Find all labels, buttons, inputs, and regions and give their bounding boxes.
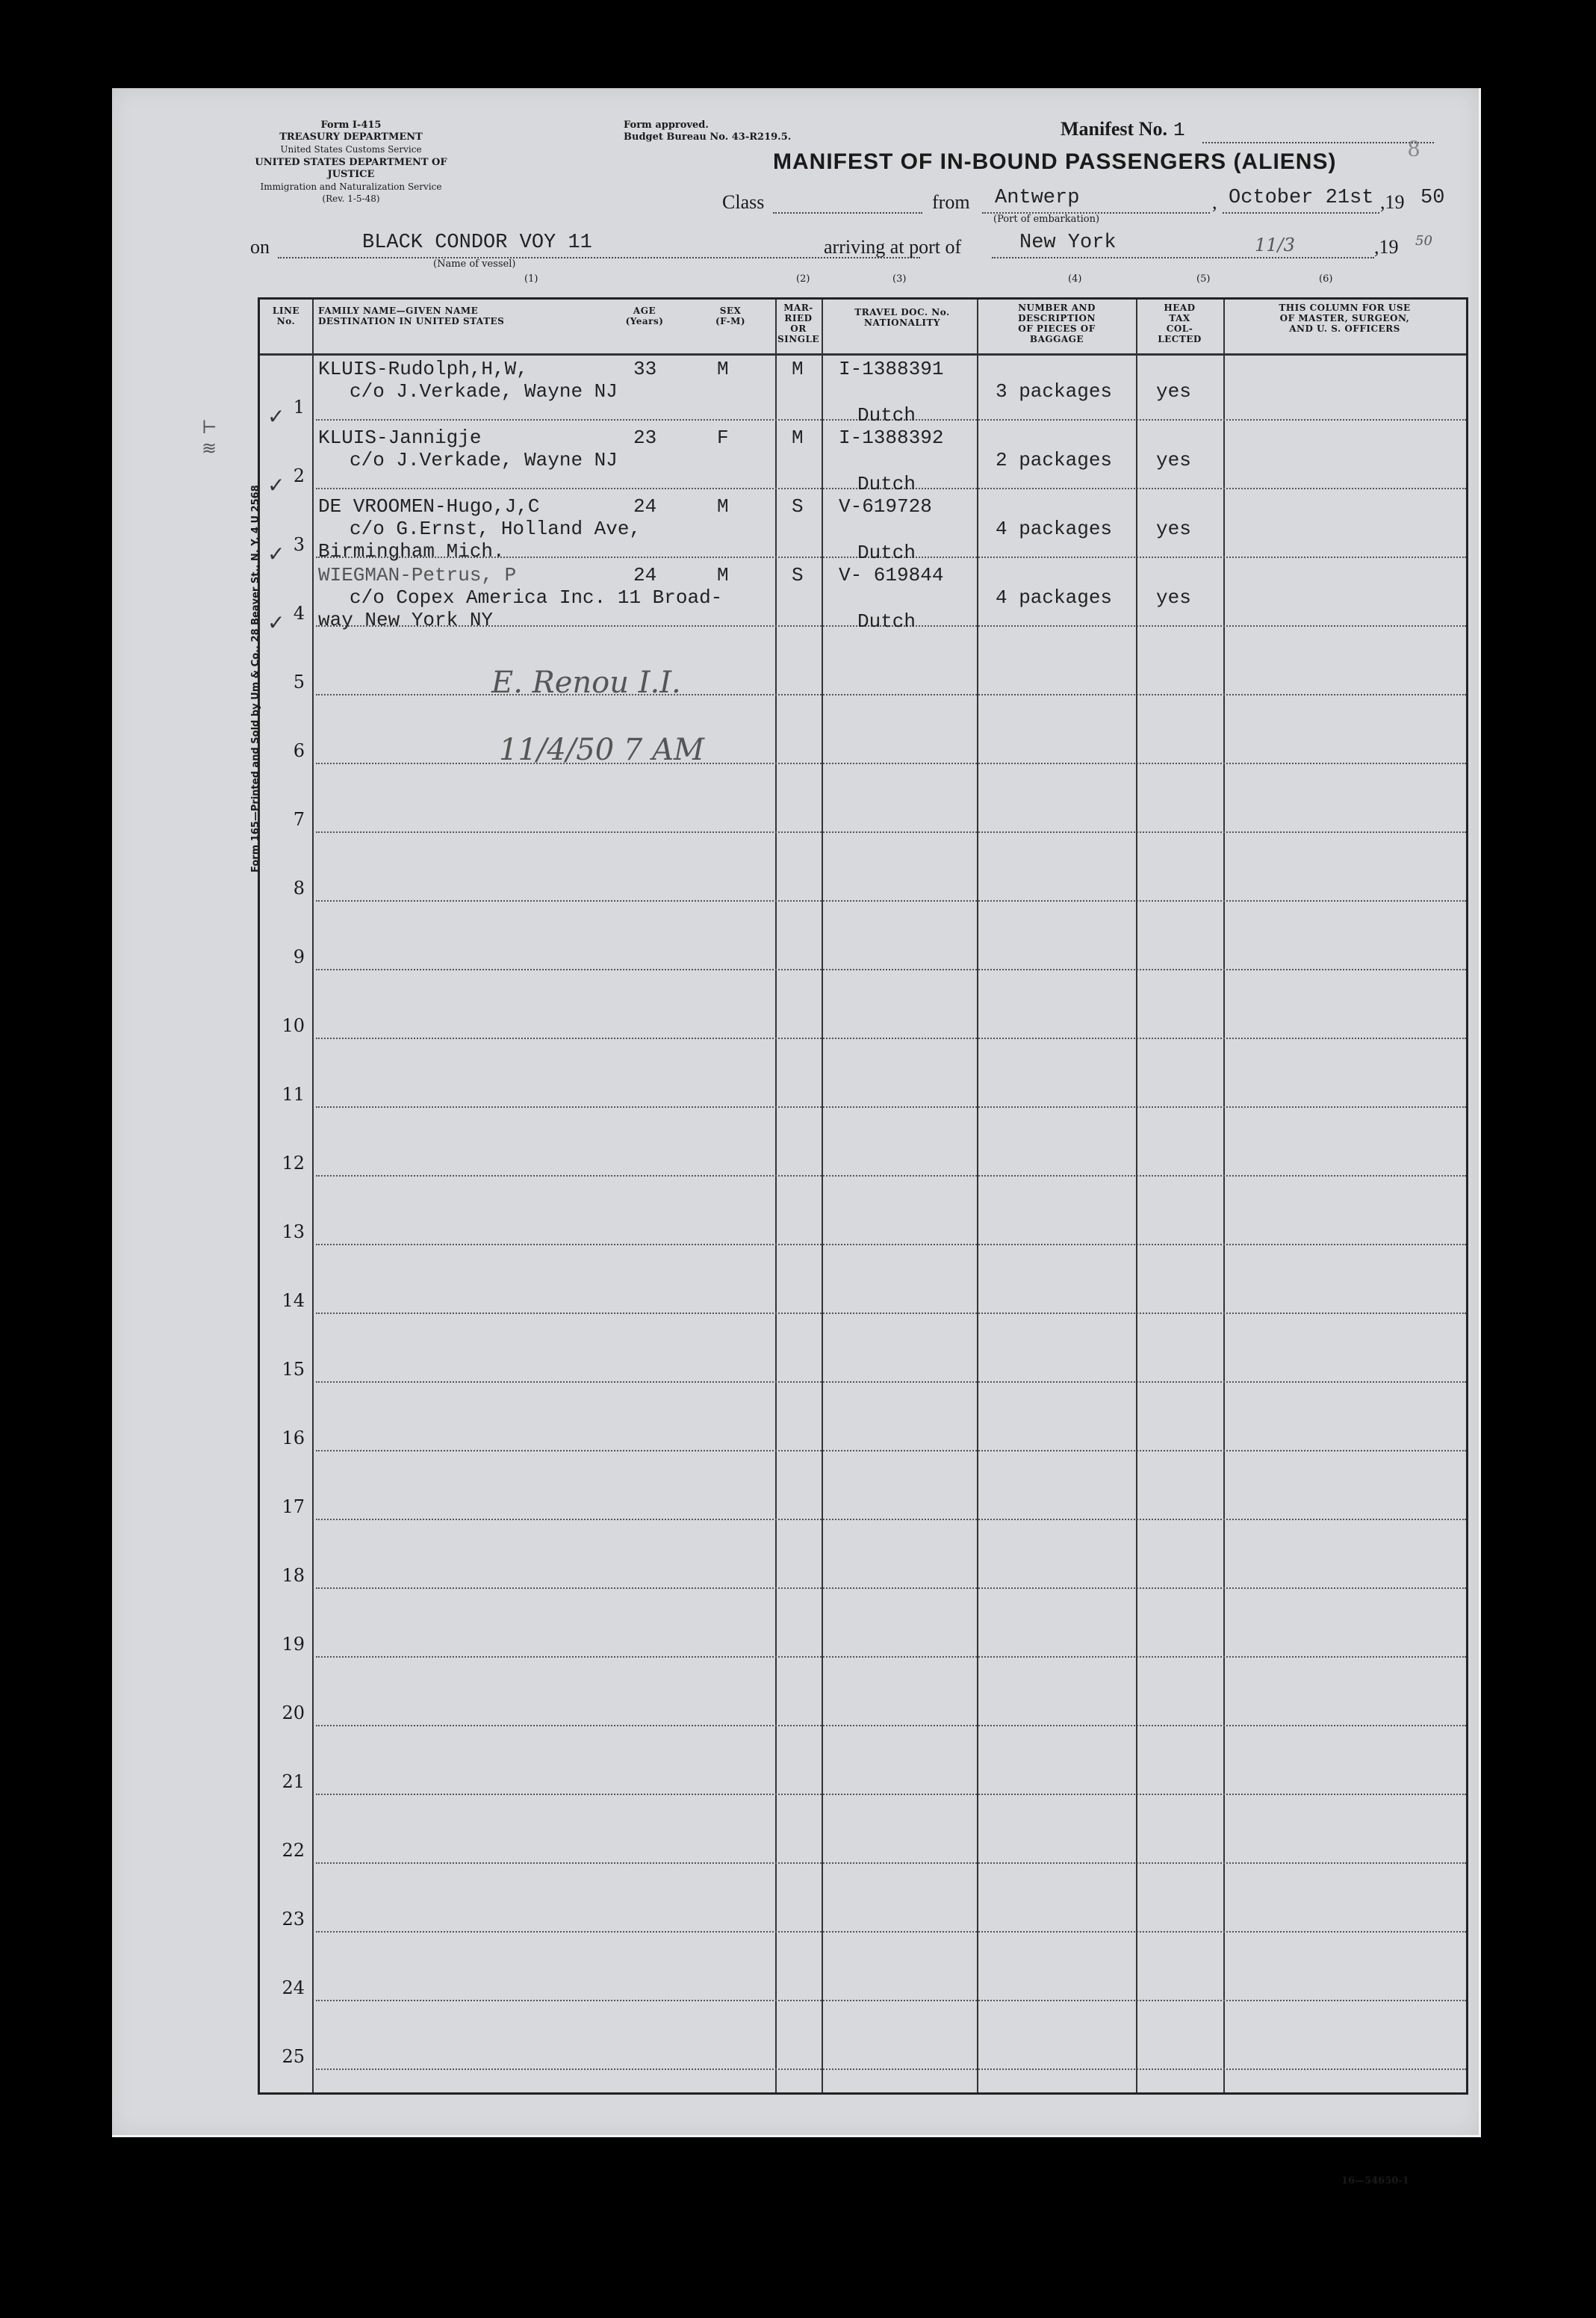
passenger-headtax: yes (1156, 518, 1191, 540)
passenger-age: 24 (633, 495, 657, 518)
approval-block (624, 120, 848, 143)
line-number: 16 (282, 1428, 305, 1448)
row-rule (316, 2068, 1466, 2070)
passenger-doc: I-1388392 (839, 427, 944, 449)
line-number: 20 (282, 1702, 305, 1723)
comma: , (1212, 191, 1217, 213)
col-num-6: (6) (1319, 273, 1333, 285)
passenger-sex: M (717, 358, 729, 380)
form-approved: Form approved. (624, 120, 709, 131)
line-number: 10 (282, 1015, 305, 1036)
line-number: 19 (282, 1634, 305, 1655)
row-rule (316, 1587, 1466, 1589)
from-value: Antwerp (995, 187, 1080, 209)
line-number: 14 (282, 1290, 305, 1311)
row-rule (316, 1519, 1466, 1520)
class-dotline (773, 212, 922, 214)
row-rule (316, 1794, 1466, 1795)
passenger-destination: c/o Copex America Inc. 11 Broad- (350, 586, 723, 609)
on-label: on (250, 236, 270, 258)
line-number: 25 (282, 2046, 305, 2067)
year-label: ,19 (1380, 191, 1405, 213)
line-number: 8 (293, 878, 305, 899)
line-number: 24 (282, 1977, 305, 1998)
col-head-married: MAR- RIED OR SINGLE (777, 303, 820, 344)
year-prefix-2: 19 (1379, 236, 1399, 258)
check-mark-icon: ✓ (267, 610, 285, 635)
passenger-nationality: Dutch (857, 610, 916, 633)
passenger-age: 24 (633, 564, 657, 586)
footer-code: 16—54650-1 (1341, 2175, 1409, 2187)
passenger-name: DE VROOMEN-Hugo,J,C (318, 495, 540, 518)
corner-number: 8 (1408, 134, 1420, 161)
line-number: 3 (293, 534, 305, 555)
row-rule (316, 1244, 1466, 1245)
col-num-5: (5) (1196, 273, 1211, 285)
row-rule (316, 763, 1466, 764)
header-divider (260, 353, 1466, 356)
passenger-doc: V-619728 (839, 495, 932, 518)
line-number: 18 (282, 1565, 305, 1586)
passenger-destination-2: way New York NY (318, 609, 494, 631)
col-divider (775, 300, 777, 2092)
col-head-line: LINE No. (272, 306, 300, 326)
arrival-date: 11/3 (1255, 235, 1295, 255)
passenger-sex: F (717, 427, 729, 449)
passenger-name: KLUIS-Rudolph,H,W, (318, 358, 528, 380)
row-rule (316, 1106, 1466, 1108)
check-mark-icon: ✓ (267, 404, 285, 429)
row-rule (316, 1313, 1466, 1314)
passenger-doc: I-1388391 (839, 358, 944, 380)
col-divider (822, 300, 823, 2092)
row-rule (316, 1656, 1466, 1658)
passenger-table (258, 297, 1468, 2095)
line-number: 23 (282, 1909, 305, 1930)
passenger-destination: c/o J.Verkade, Wayne NJ (350, 449, 618, 471)
passenger-marital: S (792, 495, 804, 518)
check-mark-icon: ✓ (267, 542, 285, 566)
manifest-value: 1 (1173, 119, 1185, 141)
col-num-4: (4) (1068, 273, 1082, 285)
line-number: 1 (293, 397, 305, 418)
line-number: 13 (282, 1221, 305, 1242)
year-prefix: 19 (1385, 191, 1405, 213)
col-head-officers: THIS COLUMN FOR USE OF MASTER, SURGEON, AND U. S. OFFICERS (1279, 303, 1411, 334)
col-num-2: (2) (796, 273, 810, 285)
check-mark-icon: ✓ (267, 473, 285, 498)
vessel-name: BLACK CONDOR VOY 11 (362, 232, 592, 254)
page-title: MANIFEST OF IN-BOUND PASSENGERS (ALIENS) (773, 149, 1337, 174)
port-caption: (Port of embarkation) (993, 214, 1100, 225)
passenger-destination: c/o G.Ernst, Holland Ave, (350, 518, 642, 540)
col-num-1: (1) (524, 273, 538, 285)
row-rule (316, 1175, 1466, 1177)
passenger-marital: S (792, 564, 804, 586)
passenger-age: 23 (633, 427, 657, 449)
row-rule (316, 1038, 1466, 1039)
agency-block (239, 120, 463, 205)
passenger-destination: c/o J.Verkade, Wayne NJ (350, 380, 618, 403)
revision: (Rev. 1-5-48) (322, 193, 380, 204)
passenger-headtax: yes (1156, 380, 1191, 403)
passenger-headtax: yes (1156, 586, 1191, 609)
line-number: 7 (293, 809, 305, 830)
passenger-destination-2: Birmingham Mich. (318, 540, 505, 563)
line-number: 2 (293, 465, 305, 486)
line-number: 21 (282, 1771, 305, 1792)
col-divider (1223, 300, 1225, 2092)
passenger-name: KLUIS-Jannigje (318, 427, 482, 449)
col-head-headtax: HEAD TAX COL- LECTED (1158, 303, 1202, 344)
passenger-baggage: 4 packages (996, 518, 1113, 540)
row-rule (316, 1725, 1466, 1726)
row-rule (316, 1450, 1466, 1451)
customs-service: United States Customs Service (280, 144, 422, 155)
passenger-baggage: 4 packages (996, 586, 1113, 609)
col-head-age: AGE (Years) (625, 306, 664, 326)
justice-dept: UNITED STATES DEPARTMENT OF JUSTICE (255, 157, 447, 180)
passenger-baggage: 3 packages (996, 380, 1113, 403)
year-value: 50 (1420, 187, 1445, 209)
row-rule (316, 694, 1466, 695)
manifest-number (1061, 118, 1185, 141)
row-rule (316, 1862, 1466, 1864)
manifest-dotline (1202, 142, 1434, 143)
passenger-marital: M (792, 358, 804, 380)
line-number: 11 (282, 1084, 305, 1105)
treasury-dept: TREASURY DEPARTMENT (279, 131, 423, 143)
row-rule (316, 900, 1466, 902)
line-number: 15 (282, 1359, 305, 1380)
row-rule (316, 831, 1466, 833)
date-value: October 21st (1229, 187, 1374, 209)
passenger-name: WIEGMAN-Petrus, P (318, 564, 517, 586)
from-label: from (932, 191, 970, 213)
printer-imprint: Form 165—Printed and Sold by Um & Co., 28 Beaver St., N. Y. 4 U 2568 (250, 485, 261, 873)
manifest-page (112, 88, 1481, 2187)
margin-marks: ⊢ ≋ (202, 417, 217, 459)
passenger-baggage: 2 packages (996, 449, 1113, 471)
line-number: 4 (293, 603, 305, 624)
year-value-2: 50 (1415, 233, 1432, 249)
passenger-sex: M (717, 564, 729, 586)
date-dotline (1223, 212, 1379, 214)
line-number: 9 (293, 946, 305, 967)
col-head-travel: TRAVEL DOC. No. NATIONALITY (854, 307, 950, 328)
inspector-signature: E. Renou I.I. (491, 666, 681, 700)
row-rule (316, 1931, 1466, 1933)
port-value: New York (1019, 232, 1117, 254)
passenger-headtax: yes (1156, 449, 1191, 471)
col-divider (1136, 300, 1137, 2092)
passenger-age: 33 (633, 358, 657, 380)
budget-bureau: Budget Bureau No. 43-R219.5. (624, 131, 792, 143)
col-divider (977, 300, 978, 2092)
passenger-nationality: Dutch (857, 542, 916, 564)
year-label-2: ,19 (1374, 236, 1399, 258)
vessel-caption: (Name of vessel) (433, 258, 516, 270)
col-head-baggage: NUMBER AND DESCRIPTION OF PIECES OF BAGGAGE (1018, 303, 1096, 344)
col-num-3: (3) (892, 273, 907, 285)
passenger-sex: M (717, 495, 729, 518)
ins-service: Immigration and Naturalization Service (260, 182, 442, 192)
line-number: 5 (293, 672, 305, 692)
line-number: 6 (293, 740, 305, 761)
col-head-name: FAMILY NAME—GIVEN NAME DESTINATION IN UNITED STATES (318, 306, 505, 326)
line-number: 12 (282, 1153, 305, 1174)
passenger-marital: M (792, 427, 804, 449)
passenger-nationality: Dutch (857, 404, 916, 427)
arriving-label: arriving at port of (824, 236, 962, 258)
line-number: 17 (282, 1496, 305, 1517)
passenger-nationality: Dutch (857, 473, 916, 495)
row-rule (316, 1381, 1466, 1383)
col-head-sex: SEX (F-M) (715, 306, 746, 326)
form-number: Form I-415 (320, 120, 382, 131)
port-dotline (992, 257, 1374, 258)
line-number: 22 (282, 1840, 305, 1861)
inspection-date-time: 11/4/50 7 AM (499, 733, 704, 767)
col-divider (312, 300, 314, 2092)
row-rule (316, 2000, 1466, 2001)
row-rule (316, 969, 1466, 970)
manifest-label: Manifest No. (1061, 118, 1167, 140)
passenger-doc: V- 619844 (839, 564, 944, 586)
class-label: Class (722, 191, 765, 213)
